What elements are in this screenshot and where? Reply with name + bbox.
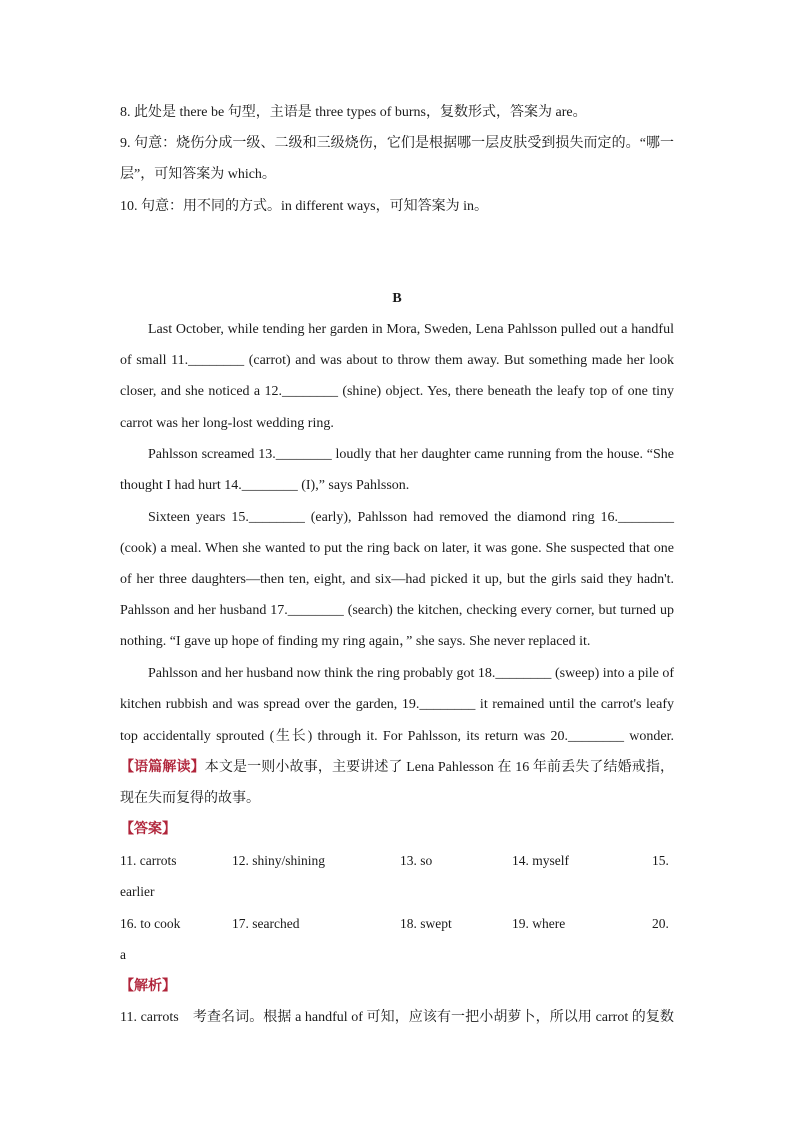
- passage-line: Sixteen years 15.________ (early), Pahlsson had removed the diamond ring 16.________: [148, 510, 674, 525]
- passage-line: top accidentally sprouted (生长) through it. For Pahlsson, its return was 20.________ wonder.: [120, 729, 674, 744]
- answer-item: 19. where: [512, 916, 566, 931]
- analysis-item-9-cont: 层”，可知答案为 which。: [120, 167, 276, 182]
- answer-item: 16. to cook: [120, 916, 181, 931]
- analysis-item-11: 11. carrots 考查名词。根据 a handful of 可知，应该有一把小胡萝卜，所以用 carrot 的复数: [120, 1010, 674, 1025]
- passage-line: Pahlsson screamed 13.________ loudly that her daughter came running from the house. “She: [148, 447, 674, 462]
- passage-line: carrot was her long-lost wedding ring.: [120, 416, 334, 431]
- passage-line: (cook) a meal. When she wanted to put the ring back on later, it was gone. She suspected that one: [120, 541, 674, 556]
- answer-item: 18. swept: [400, 916, 452, 931]
- intro-line: [120, 758, 674, 778]
- intro-line-cont: 现在失而复得的故事。: [120, 791, 260, 806]
- passage-line: kitchen rubbish and was spread over the garden, 19.________ it remained until the carrot's leafy: [120, 697, 674, 712]
- section-title: B: [392, 291, 402, 306]
- answer-item: 15.: [652, 853, 669, 868]
- answer-item: 14. myself: [512, 853, 569, 868]
- passage-line: Last October, while tending her garden in Mora, Sweden, Lena Pahlsson pulled out a handful: [148, 322, 674, 337]
- passage-line: closer, and she noticed a 12.________ (shine) object. Yes, there beneath the leafy top of one tiny: [120, 384, 674, 399]
- passage-line: nothing. “I gave up hope of finding my ring again，” she says. She never replaced it.: [120, 634, 591, 649]
- passage-line: of small 11.________ (carrot) and was about to throw them away. But something made her look: [120, 353, 674, 368]
- answer-item: 17. searched: [232, 916, 300, 931]
- answer-item-wrap: earlier: [120, 884, 155, 899]
- passage-line: Pahlsson and her husband 17.________ (search) the kitchen, checking every corner, but turned up: [120, 603, 674, 618]
- passage-line: of her three daughters—then ten, eight, and six—had picked it up, but the girls said they hadn't.: [120, 572, 674, 587]
- intro-tag: 【语篇解读】: [120, 760, 205, 775]
- analysis-item-9: 9. 句意：烧伤分成一级、二级和三级烧伤，它们是根据哪一层皮肤受到损失而定的。“哪一: [120, 136, 674, 151]
- answer-item: 11. carrots: [120, 853, 177, 868]
- analysis-item-8: 8. 此处是 there be 句型，主语是 three types of burns，复数形式，答案为 are。: [120, 105, 587, 120]
- passage-line: Pahlsson and her husband now think the ring probably got 18.________ (sweep) into a pile of: [148, 666, 674, 681]
- passage-line: thought I had hurt 14.________ (I),” says Pahlsson.: [120, 478, 410, 493]
- analysis-item-10: 10. 句意：用不同的方式。in different ways，可知答案为 in。: [120, 199, 488, 214]
- answer-tag: 【答案】: [120, 822, 176, 837]
- intro-text: 本文是一则小故事，主要讲述了 Lena Pahlesson 在 16 年前丢失了结婚戒指，: [204, 760, 675, 775]
- answer-item-wrap: a: [120, 947, 126, 962]
- analysis-tag: 【解析】: [120, 979, 176, 994]
- answer-item: 13. so: [400, 853, 433, 868]
- answer-item: 12. shiny/shining: [232, 853, 326, 868]
- answer-item: 20.: [652, 916, 669, 931]
